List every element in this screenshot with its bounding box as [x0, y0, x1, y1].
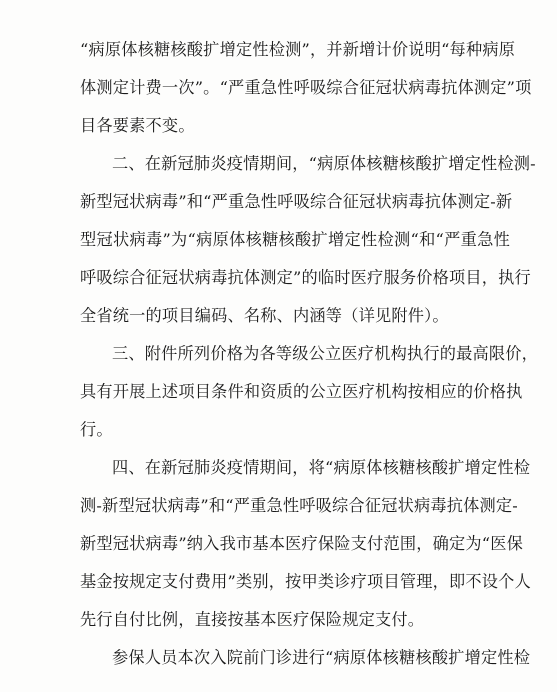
text-line: 基金按规定支付费用”类别，按甲类诊疗项目管理，即不设个人: [80, 572, 531, 591]
text-line: 先行自付比例，直接按基本医疗保险规定支付。: [80, 610, 425, 629]
text-line: 新型冠状病毒”纳入我市基本医疗保险支付范围，确定为“医保: [80, 534, 524, 553]
text-line: 具有开展上述项目条件和资质的公立医疗机构按相应的价格执: [80, 382, 523, 401]
text-line: 参保人员本次入院前门诊进行“病原体核糖核酸扩增定性检: [112, 648, 531, 667]
text-line: 测-新型冠状病毒”和“严重急性呼吸综合征冠状病毒抗体测定-: [80, 496, 518, 515]
text-line: 行。: [80, 420, 113, 439]
text-line: 二、在新冠肺炎疫情期间，“病原体核糖核酸扩增定性检测-: [112, 154, 536, 173]
text-line: 呼吸综合征冠状病毒抗体测定”的临时医疗服务价格项目，执行: [80, 268, 531, 287]
text-line: 体测定计费一次”。“严重急性呼吸综合征冠状病毒抗体测定”项: [80, 78, 532, 97]
text-line: 三、附件所列价格为各等级公立医疗机构执行的最高限价，: [112, 344, 539, 363]
text-line: 新型冠状病毒”和“严重急性呼吸综合征冠状病毒抗体测定-新: [80, 192, 513, 211]
text-line: 全省统一的项目编码、名称、内涵等（详见附件）。: [80, 306, 449, 325]
text-line: 四、在新冠肺炎疫情期间，将“病原体核糖核酸扩增定性检: [112, 458, 531, 477]
text-line: 目各要素不变。: [80, 116, 195, 135]
text-line: 型冠状病毒”为“病原体核糖核酸扩增定性检测“和“严重急性: [80, 230, 510, 249]
text-line: “病原体核糖核酸扩增定性检测”，并新增计价说明“每种病原: [80, 40, 516, 59]
